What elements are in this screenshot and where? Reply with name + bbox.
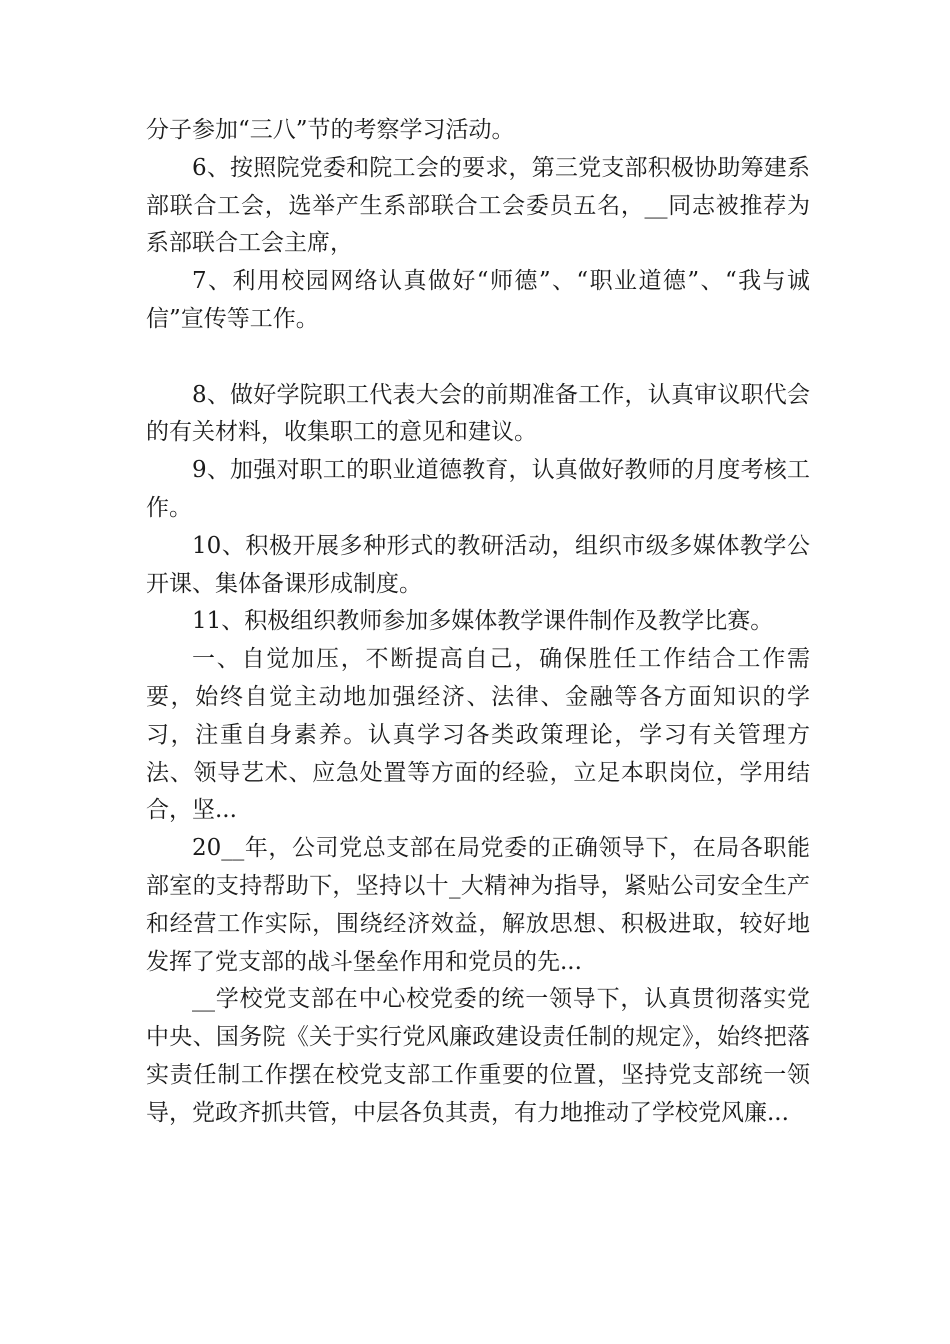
- paragraph-spacer: [146, 339, 810, 377]
- paragraph-item-11: 11、积极组织教师参加多媒体教学课件制作及教学比赛。: [192, 608, 774, 635]
- paragraph-item-8: 8、做好学院职工代表大会的前期准备工作，认真审议职代会的有关材料，收集职工的意见和建议。: [146, 381, 810, 446]
- paragraph-item-9: 9、加强对职工的职业道德教育，认真做好教师的月度考核工作。: [146, 457, 810, 521]
- paragraph-school-branch: __学校党支部在中心校党委的统一领导下，认真贯彻落实党中央、国务院《关于实行党风廉政建设责任制的规定》，始终把落实责任制工作摆在校党支部工作重要的位置，坚持党支部统一领导，党政齐抓共管，中层各负其责，有力地推动了学校党风廉...: [146, 986, 810, 1126]
- paragraph-self-improvement: 一、自觉加压，不断提高自己，确保胜任工作结合工作需要，始终自觉主动地加强经济、法律、金融等各方面知识的学习，注重自身素养。认真学习各类政策理论，学习有关管理方法、领导艺术、应急处置等方面的经验，立足本职岗位，学用结合，坚...: [146, 646, 810, 824]
- paragraph-item-6: 6、按照院党委和院工会的要求，第三党支部积极协助筹建系部联合工会，选举产生系部联合工会委员五名，__同志被推荐为系部联合工会主席，: [146, 154, 810, 257]
- paragraph-continuation: 分子参加“三八”节的考察学习活动。: [146, 117, 515, 143]
- paragraph-item-10: 10、积极开展多种形式的教研活动，组织市级多媒体教学公开课、集体备课形成制度。: [146, 532, 810, 597]
- document-body: [146, 112, 810, 1133]
- paragraph-item-7: 7、利用校园网络认真做好“师德”、“职业道德”、“我与诚信”宣传等工作。: [146, 268, 810, 332]
- paragraph-company-branch: 20__年，公司党总支部在局党委的正确领导下，在局各职能部室的支持帮助下，坚持以十_大精神为指导，紧贴公司安全生产和经营工作实际，围绕经济效益，解放思想、积极进取，较好地发挥了党支部的战斗堡垒作用和党员的先...: [146, 835, 810, 975]
